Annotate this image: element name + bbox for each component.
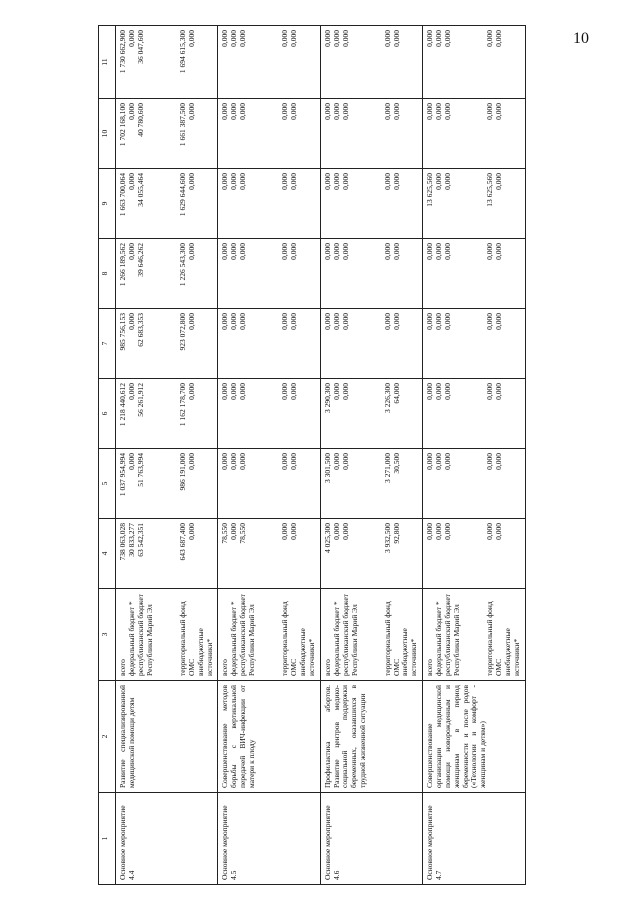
value: 0,000 xyxy=(289,30,299,47)
funding-source-label: всего xyxy=(118,659,127,676)
value: 1 218 440,612 xyxy=(118,383,127,427)
value: 643 687,400 xyxy=(178,523,187,561)
funding-source-label: федеральный бюджет * xyxy=(331,601,341,676)
value: 63 542,351 xyxy=(136,523,145,557)
value: 0,000 xyxy=(187,243,196,260)
value: 0,000 xyxy=(331,103,341,120)
value: 0,000 xyxy=(494,30,504,47)
table-body xyxy=(116,26,526,885)
value-cell xyxy=(320,519,422,589)
value: 986 191,000 xyxy=(178,453,187,491)
funding-source-label: федеральный бюджет * xyxy=(434,601,444,676)
value: 0,000 xyxy=(391,173,401,190)
value: 3 226,300 xyxy=(382,383,392,413)
value: 0,000 xyxy=(485,103,495,120)
funding-source-label: федеральный бюджет * xyxy=(229,601,239,676)
funding-source-label: внебюджетные источники* xyxy=(195,628,214,676)
value: 0,000 xyxy=(220,30,230,47)
funding-source-label: внебюджетные источники* xyxy=(502,628,521,676)
measure-name-cell: Основное мероприятие 4.7 xyxy=(423,793,525,885)
value: 1 266 189,562 xyxy=(118,243,127,287)
value: 0,000 xyxy=(391,103,401,120)
value: 0,000 xyxy=(187,383,196,400)
value: 0,000 xyxy=(127,383,136,400)
value: 738 063,028 xyxy=(118,523,127,561)
value: 34 055,464 xyxy=(136,173,145,207)
funding-source-label: федеральный бюджет * xyxy=(127,601,136,676)
value: 0,000 xyxy=(331,523,341,540)
funding-source-label: внебюджетные источники* xyxy=(400,628,419,676)
value-cell xyxy=(320,26,422,99)
value: 923 072,800 xyxy=(178,313,187,351)
value-cell xyxy=(218,309,320,379)
value: 40 780,600 xyxy=(136,103,145,137)
funding-source-label: всего xyxy=(220,659,230,676)
column-header: 11 xyxy=(99,26,116,99)
table-row xyxy=(320,26,422,885)
value-cell xyxy=(116,239,218,309)
value: 0,000 xyxy=(280,523,290,540)
value: 0,000 xyxy=(220,173,230,190)
value: 0,000 xyxy=(331,30,341,47)
value: 0,000 xyxy=(340,523,350,540)
value-cell xyxy=(423,519,525,589)
value: 0,000 xyxy=(425,523,435,540)
value: 0,000 xyxy=(229,313,239,330)
value: 3 271,000 xyxy=(382,453,392,483)
table-row xyxy=(116,26,218,885)
value: 0,000 xyxy=(229,523,239,540)
value: 0,000 xyxy=(434,173,444,190)
value: 0,000 xyxy=(229,453,239,470)
funding-sources-cell xyxy=(320,589,422,681)
value: 0,000 xyxy=(382,173,392,190)
value: 0,000 xyxy=(127,173,136,190)
value-cell xyxy=(423,379,525,449)
value: 0,000 xyxy=(340,243,350,260)
column-header: 6 xyxy=(99,379,116,449)
value: 3 301,500 xyxy=(322,453,332,483)
value: 0,000 xyxy=(238,30,248,47)
value: 0,000 xyxy=(391,30,401,47)
value: 78,550 xyxy=(238,523,248,544)
value: 0,000 xyxy=(443,313,453,330)
value: 0,000 xyxy=(443,523,453,540)
value: 0,000 xyxy=(443,453,453,470)
value-cell xyxy=(423,169,525,239)
value: 0,000 xyxy=(425,103,435,120)
value: 0,000 xyxy=(485,453,495,470)
value: 0,000 xyxy=(289,103,299,120)
value: 62 683,353 xyxy=(136,313,145,347)
value: 13 625,560 xyxy=(425,173,435,207)
value: 92,800 xyxy=(391,523,401,544)
table-row xyxy=(218,26,320,885)
column-header: 1 xyxy=(99,793,116,885)
value: 0,000 xyxy=(434,383,444,400)
value: 0,000 xyxy=(280,103,290,120)
measure-description-cell: Профилактика абортов. Развитие центров медико-социальной поддержки беременных, оказавшихся в трудной жизненной ситуации xyxy=(320,681,422,793)
value-cell xyxy=(116,169,218,239)
value: 0,000 xyxy=(238,173,248,190)
column-header: 8 xyxy=(99,239,116,309)
value: 0,000 xyxy=(485,523,495,540)
value-cell xyxy=(116,449,218,519)
value: 0,000 xyxy=(434,243,444,260)
value: 0,000 xyxy=(238,383,248,400)
value: 0,000 xyxy=(340,30,350,47)
value: 0,000 xyxy=(494,173,504,190)
value: 0,000 xyxy=(391,243,401,260)
value: 30 833,277 xyxy=(127,523,136,557)
value-cell xyxy=(116,26,218,99)
value: 3 932,500 xyxy=(382,523,392,553)
value: 0,000 xyxy=(289,383,299,400)
value: 0,000 xyxy=(280,453,290,470)
funding-source-label: всего xyxy=(322,659,332,676)
funding-source-label: территориальный фонд ОМС xyxy=(382,601,401,676)
value: 3 290,300 xyxy=(322,383,332,413)
value-cell xyxy=(423,309,525,379)
value: 0,000 xyxy=(322,30,332,47)
value: 1 663 700,064 xyxy=(118,173,127,217)
value: 1 037 954,994 xyxy=(118,453,127,497)
value: 0,000 xyxy=(127,103,136,120)
value: 1 702 168,100 xyxy=(118,103,127,147)
value-cell xyxy=(218,519,320,589)
value: 0,000 xyxy=(289,243,299,260)
value: 0,000 xyxy=(289,173,299,190)
value: 0,000 xyxy=(127,453,136,470)
value: 0,000 xyxy=(485,30,495,47)
value: 985 756,153 xyxy=(118,313,127,351)
value: 0,000 xyxy=(220,243,230,260)
column-header: 2 xyxy=(99,681,116,793)
value: 0,000 xyxy=(187,453,196,470)
value: 0,000 xyxy=(425,243,435,260)
value: 0,000 xyxy=(443,383,453,400)
value: 0,000 xyxy=(289,313,299,330)
budget-table xyxy=(98,25,526,885)
value: 1 730 662,900 xyxy=(118,30,127,74)
value: 0,000 xyxy=(434,103,444,120)
funding-sources-cell xyxy=(218,589,320,681)
value: 64,000 xyxy=(391,383,401,404)
value: 13 625,560 xyxy=(485,173,495,207)
funding-source-label: республиканский бюджет Республики Марий Эл xyxy=(136,594,154,676)
value: 0,000 xyxy=(485,243,495,260)
value: 0,000 xyxy=(382,313,392,330)
value: 0,000 xyxy=(443,173,453,190)
value: 0,000 xyxy=(331,313,341,330)
value: 39 646,262 xyxy=(136,243,145,277)
value: 0,000 xyxy=(322,313,332,330)
value: 0,000 xyxy=(187,313,196,330)
measure-name-cell: Основное мероприятие 4.5 xyxy=(218,793,320,885)
value: 0,000 xyxy=(382,243,392,260)
table-region xyxy=(98,26,639,885)
measure-name-cell: Основное мероприятие 4.6 xyxy=(320,793,422,885)
value: 0,000 xyxy=(340,103,350,120)
value-cell xyxy=(423,26,525,99)
value: 0,000 xyxy=(229,383,239,400)
value: 0,000 xyxy=(238,243,248,260)
funding-source-label: территориальный фонд ОМС xyxy=(178,601,196,676)
value-cell xyxy=(320,309,422,379)
value: 0,000 xyxy=(331,173,341,190)
funding-sources-cell xyxy=(116,589,218,681)
column-header: 3 xyxy=(99,589,116,681)
page-number: 10 xyxy=(573,30,589,47)
measure-name-cell: Основное мероприятие 4.4 xyxy=(116,793,218,885)
value: 0,000 xyxy=(340,313,350,330)
value: 1 629 644,600 xyxy=(178,173,187,217)
funding-source-label: республиканский бюджет Республики Марий Эл xyxy=(443,594,461,676)
value: 0,000 xyxy=(238,103,248,120)
funding-source-label: республиканский бюджет Республики Марий Эл xyxy=(238,594,257,676)
value-cell xyxy=(320,379,422,449)
value: 0,000 xyxy=(434,523,444,540)
value: 1 162 178,700 xyxy=(178,383,187,427)
value: 0,000 xyxy=(425,453,435,470)
value: 0,000 xyxy=(289,453,299,470)
value: 0,000 xyxy=(187,173,196,190)
value-cell xyxy=(423,99,525,169)
value: 0,000 xyxy=(443,103,453,120)
value: 0,000 xyxy=(322,103,332,120)
value-cell xyxy=(218,449,320,519)
value: 0,000 xyxy=(434,313,444,330)
funding-source-label: внебюджетные источники* xyxy=(298,628,316,676)
table-row xyxy=(423,26,525,885)
value: 0,000 xyxy=(434,453,444,470)
value: 0,000 xyxy=(322,243,332,260)
value: 78,550 xyxy=(220,523,230,544)
value: 0,000 xyxy=(425,313,435,330)
value: 0,000 xyxy=(443,243,453,260)
value: 0,000 xyxy=(229,243,239,260)
header-row xyxy=(99,26,116,885)
value: 0,000 xyxy=(322,173,332,190)
value: 0,000 xyxy=(494,313,504,330)
value: 0,000 xyxy=(382,103,392,120)
column-header: 9 xyxy=(99,169,116,239)
value: 56 261,912 xyxy=(136,383,145,417)
funding-sources-cell xyxy=(423,589,525,681)
value: 0,000 xyxy=(494,453,504,470)
value: 0,000 xyxy=(187,103,196,120)
value: 4 025,300 xyxy=(322,523,332,553)
value: 0,000 xyxy=(340,383,350,400)
value: 0,000 xyxy=(494,523,504,540)
rotated-table-wrapper xyxy=(98,26,639,885)
value-cell xyxy=(116,379,218,449)
value: 0,000 xyxy=(443,30,453,47)
funding-source-label: республиканский бюджет Республики Марий Эл xyxy=(340,594,359,676)
value-cell xyxy=(218,379,320,449)
value: 30,500 xyxy=(391,453,401,474)
value: 0,000 xyxy=(331,453,341,470)
value-cell xyxy=(320,99,422,169)
value: 0,000 xyxy=(187,30,196,47)
value: 1 226 543,300 xyxy=(178,243,187,287)
value: 0,000 xyxy=(382,30,392,47)
value: 0,000 xyxy=(340,453,350,470)
value-cell xyxy=(116,99,218,169)
column-header: 7 xyxy=(99,309,116,379)
column-header: 5 xyxy=(99,449,116,519)
value-cell xyxy=(218,26,320,99)
funding-source-label: территориальный фонд ОМС xyxy=(280,601,299,676)
value: 0,000 xyxy=(229,30,239,47)
column-header: 10 xyxy=(99,99,116,169)
value: 0,000 xyxy=(485,313,495,330)
value: 0,000 xyxy=(331,383,341,400)
value: 51 763,994 xyxy=(136,453,145,487)
value: 0,000 xyxy=(340,173,350,190)
value: 0,000 xyxy=(494,383,504,400)
measure-description-cell: Совершенствование методов борьбы с вертикальной передачей ВИЧ-инфекции от матери к плоду xyxy=(218,681,320,793)
value: 0,000 xyxy=(280,313,290,330)
value-cell xyxy=(423,449,525,519)
value: 0,000 xyxy=(391,313,401,330)
value: 0,000 xyxy=(127,30,136,47)
funding-source-label: всего xyxy=(425,659,435,676)
value: 0,000 xyxy=(289,523,299,540)
value: 0,000 xyxy=(425,383,435,400)
value: 0,000 xyxy=(434,30,444,47)
value: 36 047,600 xyxy=(136,30,145,64)
value: 0,000 xyxy=(187,523,196,540)
value: 0,000 xyxy=(331,243,341,260)
value: 0,000 xyxy=(229,173,239,190)
value-cell xyxy=(116,309,218,379)
value-cell xyxy=(320,449,422,519)
value: 0,000 xyxy=(229,103,239,120)
value-cell xyxy=(320,239,422,309)
value: 0,000 xyxy=(425,30,435,47)
value: 0,000 xyxy=(127,313,136,330)
column-header: 4 xyxy=(99,519,116,589)
measure-description-cell: Совершенствование организации медицинской помощи новорожденным и женщинам в период беременности и после родов («Технологии и комфорт - женщинам и детям») xyxy=(423,681,525,793)
value: 0,000 xyxy=(280,383,290,400)
value-cell xyxy=(218,239,320,309)
value-cell xyxy=(320,169,422,239)
measure-description-cell: Развитие специализированной медицинской помощи детям xyxy=(116,681,218,793)
value: 0,000 xyxy=(280,173,290,190)
value: 0,000 xyxy=(238,453,248,470)
value: 0,000 xyxy=(127,243,136,260)
value: 0,000 xyxy=(220,453,230,470)
value: 1 694 615,300 xyxy=(178,30,187,74)
value: 0,000 xyxy=(494,103,504,120)
value: 0,000 xyxy=(485,383,495,400)
funding-source-label: территориальный фонд ОМС xyxy=(485,601,503,676)
value: 0,000 xyxy=(280,30,290,47)
value: 1 661 387,500 xyxy=(178,103,187,147)
value-cell xyxy=(423,239,525,309)
value: 0,000 xyxy=(280,243,290,260)
value-cell xyxy=(218,169,320,239)
value: 0,000 xyxy=(238,313,248,330)
value-cell xyxy=(116,519,218,589)
value: 0,000 xyxy=(220,383,230,400)
value: 0,000 xyxy=(220,103,230,120)
value: 0,000 xyxy=(220,313,230,330)
value: 0,000 xyxy=(494,243,504,260)
value-cell xyxy=(218,99,320,169)
